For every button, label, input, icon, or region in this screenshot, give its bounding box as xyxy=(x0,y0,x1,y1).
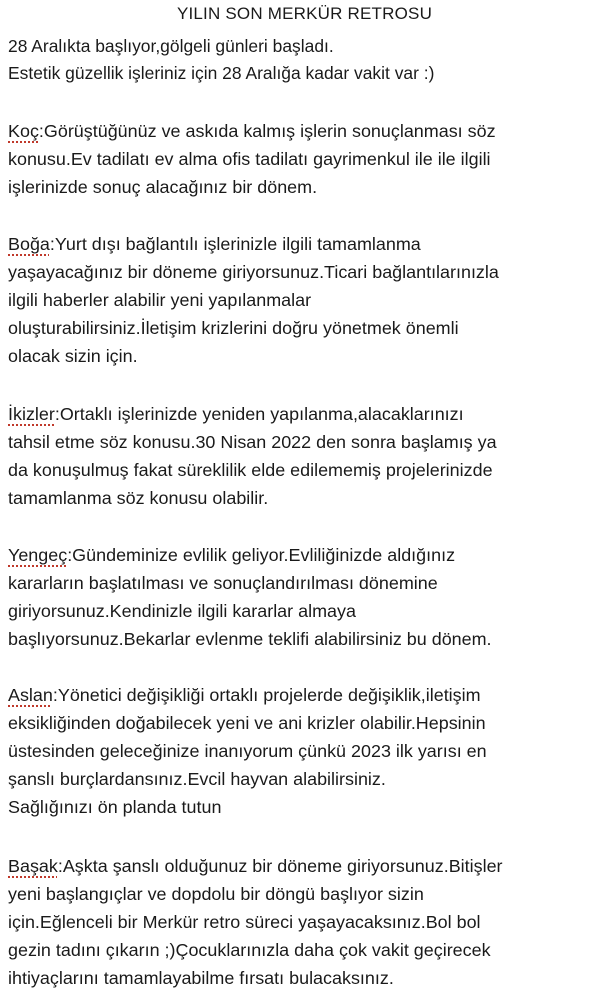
paragraph-line xyxy=(8,400,608,428)
paragraph-line: giriyorsunuz.Kendinizle ilgili kararlar almaya xyxy=(8,601,356,621)
paragraph-line: konusu.Ev tadilatı ev alma ofis tadilatı gayrimenkul ile ile ilgili xyxy=(8,149,491,169)
paragraph-line: üstesinden geleceğinize inanıyorum çünkü 2023 ilk yarısı en xyxy=(8,741,487,761)
paragraph-line: ilgili haberler alabilir yeni yapılanmalar xyxy=(8,290,312,310)
paragraph-line: olacak sizin için. xyxy=(8,346,138,366)
paragraph-line: da konuşulmuş fakat süreklilik elde edilememiş projelerinizde xyxy=(8,460,493,480)
paragraph-basak xyxy=(8,852,608,992)
paragraph-line: yaşayacağınız bir döneme giriyorsunuz.Ticari bağlantılarınızla xyxy=(8,262,499,282)
line-text: :Gündeminize evlilik geliyor.Evliliğinizde aldığınız xyxy=(67,545,456,565)
paragraph-line xyxy=(8,541,608,569)
paragraph-line: işlerinizde sonuç alacağınız bir dönem. xyxy=(8,177,318,197)
line-text: :Ortaklı işlerinizde yeniden yapılanma,alacaklarınızı xyxy=(54,404,464,424)
intro-line: 28 Aralıkta başlıyor,gölgeli günleri başladı. xyxy=(8,36,334,56)
page-title: YILIN SON MERKÜR RETROSU xyxy=(176,4,433,23)
sign-name-boga: Boğa xyxy=(8,234,50,254)
sign-name-koc: Koç xyxy=(8,121,39,141)
sign-name-aslan: Aslan xyxy=(8,685,53,705)
line-text: :Yurt dışı bağlantılı işlerinizle ilgili tamamlanma xyxy=(49,234,421,254)
sign-name-yengec: Yengeç xyxy=(8,545,68,565)
intro-line: Estetik güzellik işleriniz için 28 Aralığa kadar vakit var :) xyxy=(8,63,435,83)
paragraph-line xyxy=(8,681,608,709)
paragraph-line: başlıyorsunuz.Bekarlar evlenme teklifi alabilirsiniz bu dönem. xyxy=(8,629,492,649)
paragraph-line xyxy=(8,117,608,145)
sign-name-ikizler: İkizler xyxy=(8,404,55,424)
paragraph-line: Sağlığınızı ön planda tutun xyxy=(8,797,222,817)
line-text: :Yönetici değişikliği ortaklı projelerde değişiklik,iletişim xyxy=(52,685,481,705)
line-text: :Görüştüğünüz ve askıda kalmış işlerin sonuçlanması söz xyxy=(38,121,496,141)
paragraph-line xyxy=(8,230,608,258)
paragraph-line xyxy=(8,852,608,880)
paragraph-line: eksikliğinden doğabilecek yeni ve ani krizler olabilir.Hepsinin xyxy=(8,713,486,733)
paragraph-yengec xyxy=(8,541,608,653)
paragraph-line: oluşturabilirsiniz.İletişim krizlerini doğru yönetmek önemli xyxy=(8,318,459,338)
paragraph-aslan xyxy=(8,681,608,821)
paragraph-line: tamamlanma söz konusu olabilir. xyxy=(8,488,269,508)
paragraph-line: kararların başlatılması ve sonuçlandırılması dönemine xyxy=(8,573,438,593)
paragraph-koc xyxy=(8,117,608,201)
paragraph-boga xyxy=(8,230,608,370)
paragraph-line: gezin tadını çıkarın ;)Çocuklarınızla daha çok vakit geçirecek xyxy=(8,940,491,960)
paragraph-line: şanslı burçlardansınız.Evcil hayvan alabilirsiniz. xyxy=(8,769,386,789)
sign-name-basak: Başak xyxy=(8,856,58,876)
intro-paragraph xyxy=(8,33,608,87)
line-text: :Aşkta şanslı olduğunuz bir döneme giriyorsunuz.Bitişler xyxy=(57,856,503,876)
paragraph-line: için.Eğlenceli bir Merkür retro süreci yaşayacaksınız.Bol bol xyxy=(8,912,481,932)
paragraph-ikizler xyxy=(8,400,608,512)
paragraph-line: ihtiyaçlarını tamamlayabilme fırsatı bulacaksınız. xyxy=(8,968,394,988)
paragraph-line: tahsil etme söz konusu.30 Nisan 2022 den sonra başlamış ya xyxy=(8,432,497,452)
paragraph-line: yeni başlangıçlar ve dopdolu bir döngü başlıyor sizin xyxy=(8,884,424,904)
